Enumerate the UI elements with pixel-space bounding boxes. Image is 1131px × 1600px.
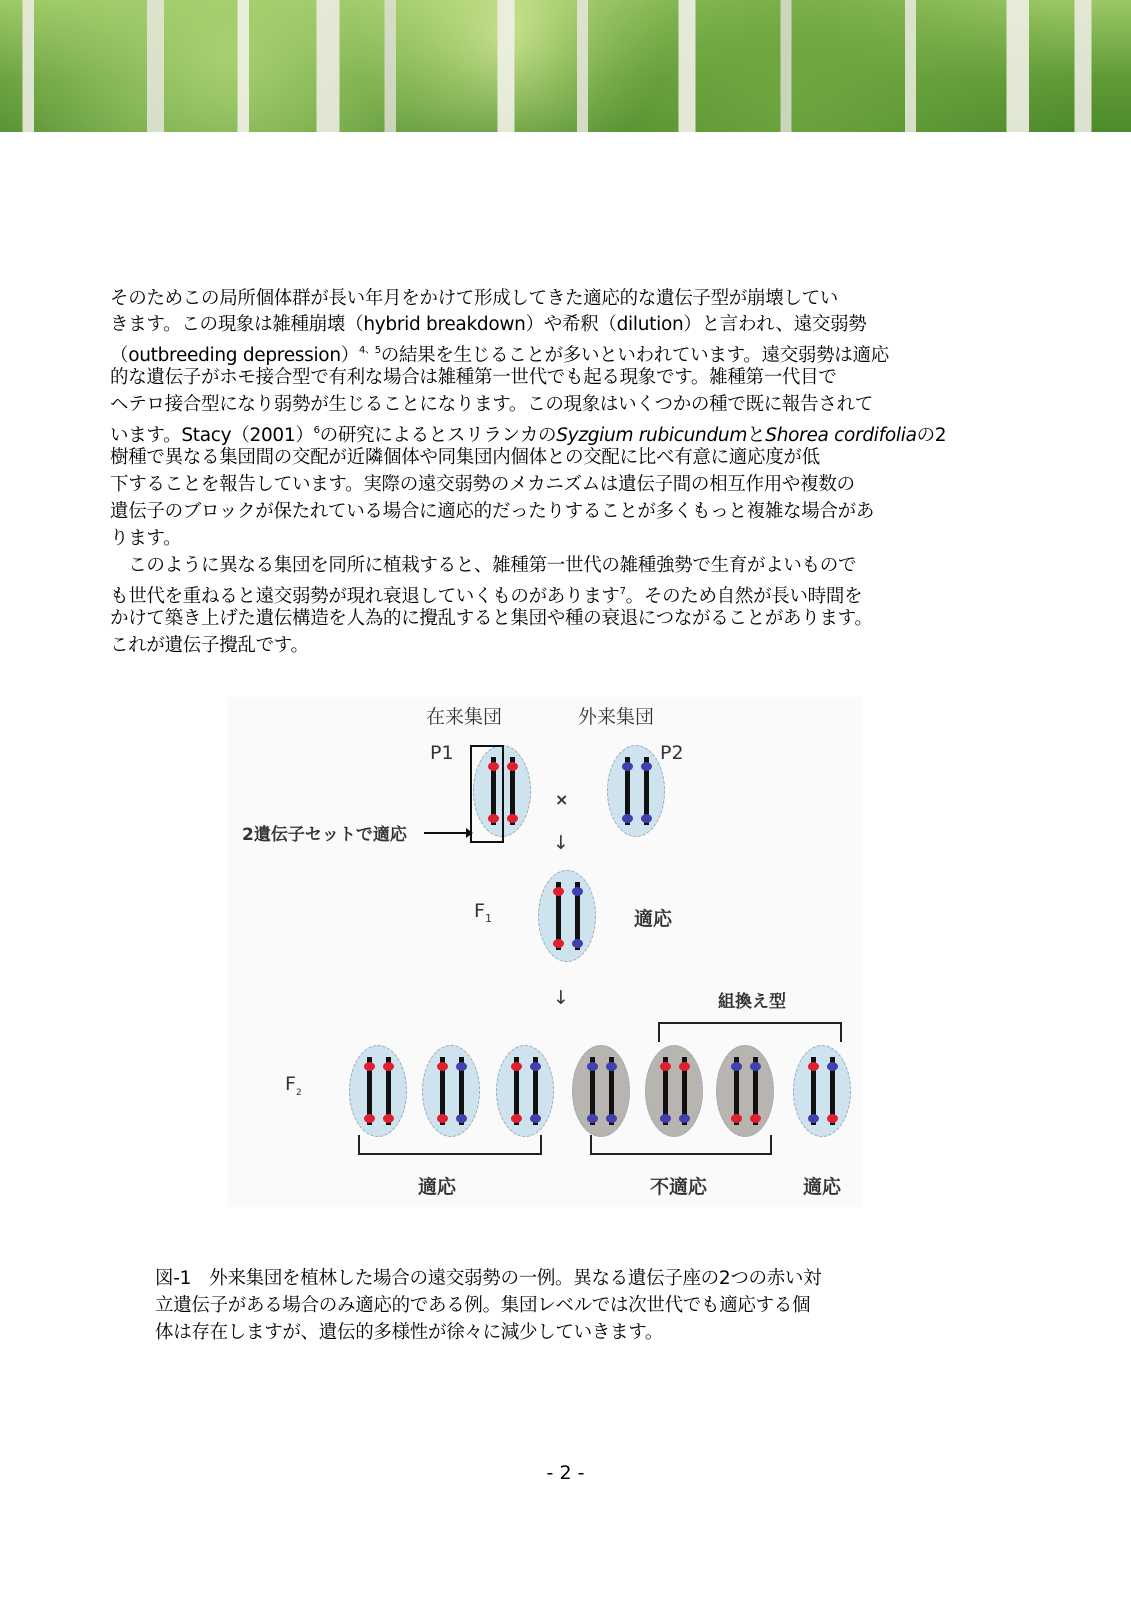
- text-line: 樹種で異なる集団間の交配が近隣個体や同集団内個体との交配に比べ有意に適応度が低: [110, 447, 820, 468]
- allele-blue: [530, 1114, 541, 1123]
- text-span: も世代を重ねると遠交弱勢が現れ衰退していくものがあります: [110, 586, 620, 607]
- caption-line: 体は存在しますが、遺伝的多様性が徐々に減少していきます。: [155, 1322, 664, 1343]
- pointer-arrow: [424, 832, 468, 834]
- gene-set-box: [470, 745, 504, 843]
- recombinant-bracket: [658, 1022, 842, 1042]
- allele-red: [827, 1114, 838, 1123]
- allele-red: [660, 1062, 671, 1071]
- page-number: - 2 -: [546, 1462, 585, 1484]
- allele-red: [679, 1062, 690, 1071]
- allele-blue: [530, 1062, 541, 1071]
- allele-blue: [679, 1114, 690, 1123]
- text-span: と: [747, 425, 766, 446]
- allele-blue: [641, 762, 652, 771]
- allele-red: [808, 1062, 819, 1071]
- f2-subscript: 2: [295, 1087, 302, 1098]
- text-line: 的な遺伝子がホモ接合型で有利な場合は雑種第一世代でも起る現象です。雑種第一代目で: [110, 367, 837, 388]
- f2-individual: [349, 1045, 407, 1137]
- text-line: そのためこの局所個体群が長い年月をかけて形成してきた適応的な遺伝子型が崩壊してい: [110, 288, 839, 309]
- f2-individual: [716, 1045, 774, 1137]
- allele-blue: [456, 1114, 467, 1123]
- reference-superscript: 6: [313, 425, 320, 436]
- reference-superscript: 4、5: [358, 345, 381, 356]
- allele-red: [383, 1114, 394, 1123]
- text-line: このように異なる集団を同所に植栽すると、雑種第一世代の雑種強勢で生育がよいもので: [110, 555, 857, 576]
- cross-symbol: ×: [555, 790, 569, 809]
- allele-red: [507, 762, 518, 771]
- species-name: Syzgium rubicundum: [556, 425, 748, 446]
- allele-blue: [587, 1062, 598, 1071]
- allele-blue: [587, 1114, 598, 1123]
- p2-label: P2: [660, 742, 684, 764]
- text-span: の2: [916, 425, 947, 446]
- reference-superscript: 7: [619, 586, 626, 597]
- adapted-bracket: [358, 1135, 542, 1155]
- allele-blue: [622, 814, 633, 823]
- allele-blue: [572, 887, 583, 896]
- allele-blue: [572, 939, 583, 948]
- text-line: 下することを報告しています。実際の遠交弱勢のメカニズムは遺伝子間の相互作用や複数の: [110, 474, 855, 495]
- f2-individual: [422, 1045, 480, 1137]
- f2-individual: [496, 1045, 554, 1137]
- allele-red: [750, 1114, 761, 1123]
- f2-individual: [645, 1045, 703, 1137]
- arrow-down-icon: ↓: [553, 987, 569, 1009]
- text-span: の結果を生じることが多いといわれています。遠交弱勢は適応: [380, 345, 889, 366]
- allele-blue: [641, 814, 652, 823]
- allele-red: [364, 1114, 375, 1123]
- allele-blue: [750, 1062, 761, 1071]
- allele-red: [383, 1062, 394, 1071]
- allele-red: [507, 814, 518, 823]
- allele-blue: [827, 1062, 838, 1071]
- allele-red: [511, 1062, 522, 1071]
- arrow-down-icon: ↓: [553, 832, 569, 854]
- text-span: 。そのため自然が長い時間を: [625, 586, 863, 607]
- p1-label: P1: [430, 742, 454, 764]
- foreign-population-label: 外来集団: [578, 706, 655, 728]
- allele-blue: [606, 1062, 617, 1071]
- text-line: 遺伝子のブロックが保たれている場合に適応的だったりすることが多くもっと複雑な場合があ: [110, 501, 875, 522]
- allele-blue: [731, 1062, 742, 1071]
- allele-red: [364, 1062, 375, 1071]
- f2-letter: F: [285, 1073, 296, 1095]
- allele-blue: [606, 1114, 617, 1123]
- recombinant-label: 組換え型: [718, 992, 786, 1012]
- maladapted-bracket: [590, 1135, 772, 1155]
- f2-individual: [793, 1045, 851, 1137]
- allele-red: [553, 939, 564, 948]
- species-name: Shorea cordifolia: [765, 425, 917, 446]
- allele-red: [437, 1114, 448, 1123]
- f1-letter: F: [474, 900, 485, 922]
- gene-set-label: 2遺伝子セットで適応: [242, 825, 407, 845]
- outbreeding-depression-figure: [228, 697, 862, 1207]
- f1-individual: [538, 870, 596, 962]
- f1-result-label: 適応: [634, 908, 673, 930]
- caption-line: 図-1 外来集団を植林した場合の遠交弱勢の一例。異なる遺伝子座の2つの赤い対: [155, 1268, 822, 1289]
- p2-individual: [607, 745, 665, 837]
- text-span: の研究によるとスリランカの: [319, 425, 557, 446]
- native-population-label: 在来集団: [426, 706, 503, 728]
- allele-blue: [456, 1062, 467, 1071]
- text-span: （outbreeding depression）: [110, 345, 359, 366]
- f2-label: [285, 1073, 302, 1098]
- text-line: かけて築き上げた遺伝構造を人為的に攪乱すると集団や種の衰退につながることがあります。: [110, 608, 873, 629]
- text-line: ります。: [110, 528, 182, 549]
- maladapted-label: 不適応: [650, 1176, 708, 1198]
- allele-red: [731, 1114, 742, 1123]
- forest-header-image: [0, 0, 1131, 132]
- text-line: きます。この現象は雑種崩壊（hybrid breakdown）や希釈（dilution）と言われ、遠交弱勢: [110, 314, 867, 335]
- caption-line: 立遺伝子がある場合のみ適応的である例。集団レベルでは次世代でも適応する個: [155, 1295, 811, 1316]
- adapted-label: 適応: [803, 1176, 842, 1198]
- allele-red: [553, 887, 564, 896]
- allele-blue: [622, 762, 633, 771]
- text-line: ヘテロ接合型になり弱勢が生じることになります。この現象はいくつかの種で既に報告されて: [110, 394, 873, 415]
- allele-blue: [808, 1114, 819, 1123]
- text-line: これが遺伝子攪乱です。: [110, 635, 309, 656]
- f2-individual: [572, 1045, 630, 1137]
- allele-red: [511, 1114, 522, 1123]
- f1-subscript: 1: [484, 911, 492, 925]
- text-span: います。Stacy（2001）: [110, 425, 314, 446]
- allele-blue: [660, 1114, 671, 1123]
- adapted-label: 適応: [418, 1176, 457, 1198]
- f1-label: [474, 900, 492, 925]
- allele-red: [437, 1062, 448, 1071]
